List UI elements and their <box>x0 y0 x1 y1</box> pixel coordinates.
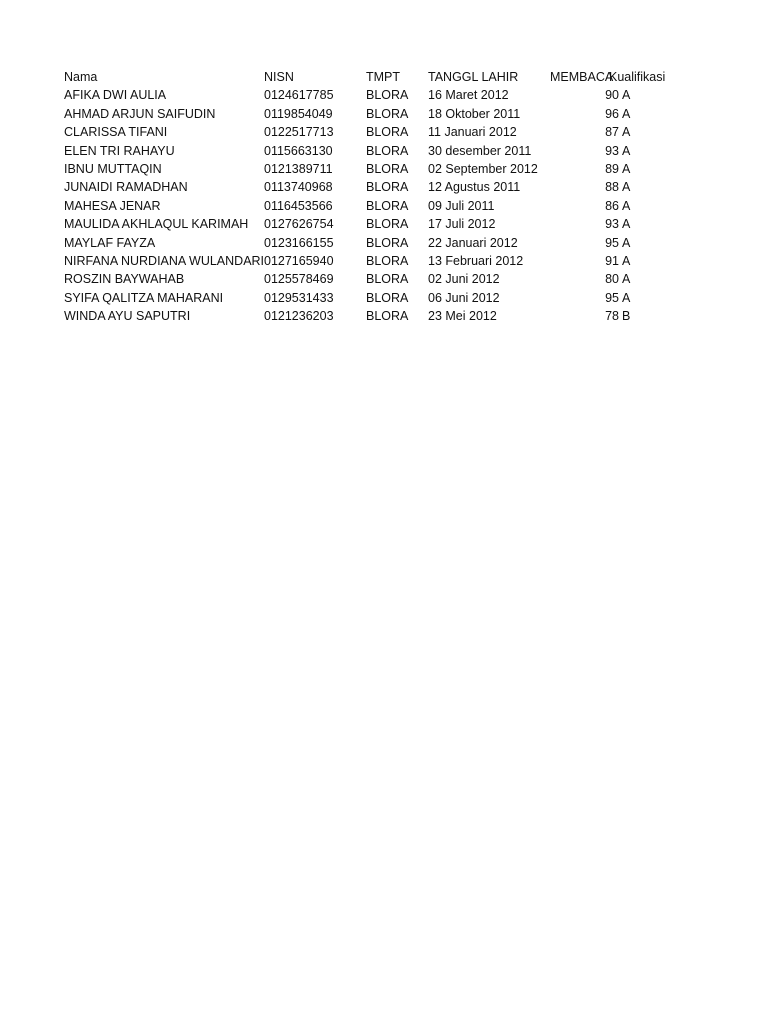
cell-nama: AFIKA DWI AULIA <box>64 88 167 103</box>
cell-tmpt: BLORA <box>366 235 409 250</box>
cell-membaca: 95 <box>605 290 619 305</box>
cell-nisn: 0125578469 <box>264 272 334 287</box>
cell-tanggal-lahir: 16 Maret 2012 <box>428 88 509 103</box>
cell-nama: WINDA AYU SAPUTRI <box>64 309 191 324</box>
cell-kualifikasi: A <box>622 272 631 287</box>
cell-membaca: 90 <box>605 88 619 103</box>
cell-nama: AHMAD ARJUN SAIFUDIN <box>64 106 216 121</box>
cell-nisn: 0115663130 <box>264 143 333 158</box>
cell-nisn: 0122517713 <box>264 125 334 140</box>
cell-kualifikasi: A <box>622 106 631 121</box>
cell-tmpt: BLORA <box>366 161 409 176</box>
cell-nisn: 0121236203 <box>264 309 334 324</box>
header-membaca: MEMBACA <box>550 70 614 84</box>
cell-tanggal-lahir: 12 Agustus 2011 <box>428 180 521 195</box>
cell-nama: IBNU MUTTAQIN <box>64 161 162 176</box>
cell-tanggal-lahir: 17 Juli 2012 <box>428 217 496 232</box>
cell-membaca: 86 <box>605 198 619 213</box>
cell-tmpt: BLORA <box>366 198 409 213</box>
cell-nama: ROSZIN BAYWAHAB <box>64 272 185 287</box>
cell-tmpt: BLORA <box>366 290 409 305</box>
cell-nisn: 0127626754 <box>264 217 334 232</box>
cell-kualifikasi: A <box>622 217 631 232</box>
header-kualifikasi: Kualifikasi <box>609 70 666 84</box>
cell-tanggal-lahir: 11 Januari 2012 <box>428 125 517 140</box>
cell-tmpt: BLORA <box>366 253 409 268</box>
cell-tanggal-lahir: 02 Juni 2012 <box>428 272 500 287</box>
header-tanggal-lahir: TANGGL LAHIR <box>428 70 519 84</box>
cell-nama: MAYLAF FAYZA <box>64 235 156 250</box>
cell-membaca: 95 <box>605 235 619 250</box>
cell-tmpt: BLORA <box>366 88 409 103</box>
cell-tanggal-lahir: 09 Juli 2011 <box>428 198 495 213</box>
cell-tanggal-lahir: 22 Januari 2012 <box>428 235 518 250</box>
cell-membaca: 96 <box>605 106 619 121</box>
cell-membaca: 93 <box>605 143 619 158</box>
cell-kualifikasi: A <box>622 198 631 213</box>
cell-kualifikasi: A <box>622 143 631 158</box>
cell-nama: MAULIDA AKHLAQUL KARIMAH <box>64 217 249 232</box>
cell-nama: JUNAIDI RAMADHAN <box>64 180 188 195</box>
cell-nisn: 0129531433 <box>264 290 334 305</box>
cell-kualifikasi: A <box>622 253 631 268</box>
cell-kualifikasi: B <box>622 309 631 324</box>
cell-kualifikasi: A <box>622 161 631 176</box>
cell-tmpt: BLORA <box>366 272 409 287</box>
cell-tanggal-lahir: 02 September 2012 <box>428 161 538 176</box>
cell-nisn: 0124617785 <box>264 88 334 103</box>
cell-nisn: 0113740968 <box>264 180 333 195</box>
cell-tmpt: BLORA <box>366 180 409 195</box>
cell-tmpt: BLORA <box>366 217 409 232</box>
cell-kualifikasi: A <box>622 125 631 140</box>
cell-nisn: 0119854049 <box>264 106 333 121</box>
cell-nama: MAHESA JENAR <box>64 198 161 213</box>
cell-tmpt: BLORA <box>366 309 409 324</box>
cell-membaca: 93 <box>605 217 619 232</box>
header-tmpt: TMPT <box>366 70 401 84</box>
cell-kualifikasi: A <box>622 290 631 305</box>
cell-membaca: 80 <box>605 272 619 287</box>
header-nisn: NISN <box>264 70 294 84</box>
cell-membaca: 78 <box>605 309 619 324</box>
cell-nisn: 0116453566 <box>264 198 333 213</box>
cell-tmpt: BLORA <box>366 143 409 158</box>
cell-kualifikasi: A <box>622 235 631 250</box>
cell-tanggal-lahir: 23 Mei 2012 <box>428 309 497 324</box>
cell-nama: NIRFANA NURDIANA WULANDARI <box>64 253 265 268</box>
cell-membaca: 87 <box>605 125 619 140</box>
header-nama: Nama <box>64 70 98 84</box>
cell-tanggal-lahir: 06 Juni 2012 <box>428 290 500 305</box>
cell-tanggal-lahir: 13 Februari 2012 <box>428 253 524 268</box>
cell-tanggal-lahir: 30 desember 2011 <box>428 143 532 158</box>
cell-nama: CLARISSA TIFANI <box>64 125 168 140</box>
cell-tanggal-lahir: 18 Oktober 2011 <box>428 106 521 121</box>
cell-nama: ELEN TRI RAHAYU <box>64 143 175 158</box>
cell-tmpt: BLORA <box>366 106 409 121</box>
cell-nisn: 0127165940 <box>264 253 334 268</box>
cell-nama: SYIFA QALITZA MAHARANI <box>64 290 224 305</box>
cell-nisn: 0121389711 <box>264 161 333 176</box>
cell-membaca: 88 <box>605 180 619 195</box>
cell-kualifikasi: A <box>622 180 631 195</box>
cell-kualifikasi: A <box>622 88 631 103</box>
cell-membaca: 89 <box>605 161 619 176</box>
cell-membaca: 91 <box>605 253 619 268</box>
cell-nisn: 0123166155 <box>264 235 334 250</box>
cell-tmpt: BLORA <box>366 125 409 140</box>
